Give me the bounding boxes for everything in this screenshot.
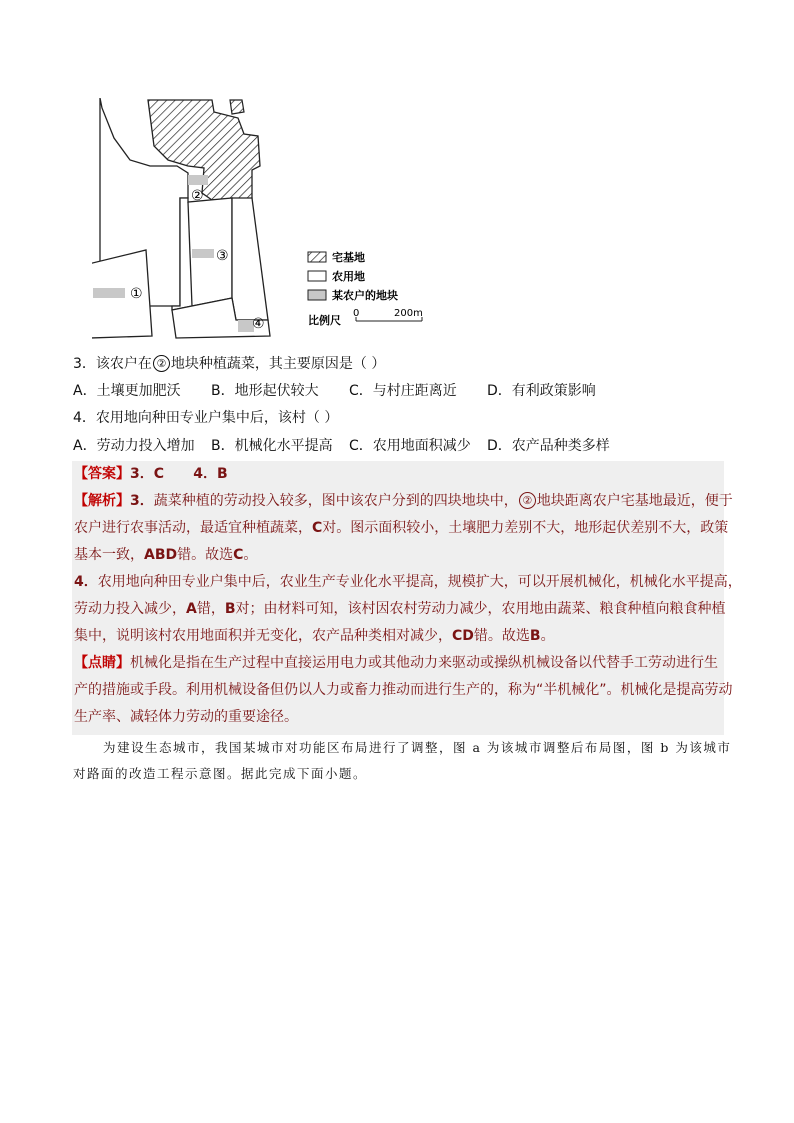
q3-option-d: D．有利政策影响 bbox=[487, 383, 596, 399]
tip-tag: 【点睛】 bbox=[74, 655, 130, 671]
q3-option-a: A．土壤更加肥沃 bbox=[73, 383, 181, 399]
intro-line-2: 对路面的改造工程示意图。据此完成下面小题。 bbox=[73, 766, 368, 781]
homestead-notch bbox=[230, 100, 244, 114]
answer-line bbox=[74, 464, 228, 484]
q3-option-c: C．与村庄距离近 bbox=[349, 383, 457, 399]
q4-option-a: A．劳动力投入增加 bbox=[73, 438, 195, 454]
answer-text: 3．C 4．B bbox=[130, 466, 228, 482]
analysis-line-3: 基本一致，ABD错。故选C。 bbox=[74, 547, 258, 563]
household-plot-2 bbox=[188, 175, 208, 185]
scale-label: 比例尺 bbox=[308, 314, 341, 327]
analysis-line-4: 4．农用地向种田专业户集中后，农业生产专业化水平提高，规模扩大，可以开展机械化，机械化水平提高， bbox=[74, 574, 742, 590]
analysis-tag: 【解析】 bbox=[74, 493, 130, 509]
q3-option-b: B．地形起伏较大 bbox=[211, 383, 319, 399]
analysis-line-5: 劳动力投入减少，A错，B对；由材料可知，该村因农村劳动力减少，农用地由蔬菜、粮食种植向粮食种植 bbox=[74, 601, 726, 617]
analysis-line-2: 农户进行农事活动，最适宜种植蔬菜，C对。图示面积较小，土壤肥力差别不大，地形起伏差别不大，政策 bbox=[74, 520, 729, 536]
legend-farmland-label: 农用地 bbox=[332, 270, 365, 283]
intro-line-1: 为建设生态城市，我国某城市对功能区布局进行了调整，图 a 为该城市调整后布局图，图 b 为该城市 bbox=[103, 740, 732, 755]
legend-household-label: 某农户的地块 bbox=[332, 289, 398, 302]
answer-analysis-block bbox=[72, 461, 742, 735]
plot-mark-2: ② bbox=[153, 355, 170, 372]
tip-line-3: 生产率、减轻体力劳动的重要途径。 bbox=[74, 709, 298, 725]
legend-homestead-swatch bbox=[308, 252, 326, 262]
q4-option-d: D．农产品种类多样 bbox=[487, 438, 610, 454]
right-plot bbox=[232, 198, 268, 320]
legend-household-swatch bbox=[308, 290, 326, 300]
q4-stem: 4．农用地向种田专业户集中后，该村（ ） bbox=[73, 410, 339, 426]
q4-option-c: C．农用地面积减少 bbox=[349, 438, 471, 454]
scale-distance: 200m bbox=[394, 308, 423, 319]
analysis-line-1: 【解析】3．蔬菜种植的劳动投入较多，图中该农户分到的四块地块中， ② 地块距离农户宅基地最近，便于 bbox=[74, 493, 733, 509]
legend-homestead-label: 宅基地 bbox=[332, 251, 365, 264]
household-plot-3 bbox=[192, 249, 214, 258]
scale-zero: 0 bbox=[353, 308, 360, 319]
tip-line-2: 产的措施或手段。利用机械设备但仍以人力或畜力推动而进行生产的，称为“半机械化”。机械化是提高劳动 bbox=[74, 682, 733, 698]
tip-line-1: 【点睛】机械化是指在生产过程中直接运用电力或其他动力来驱动或操纵机械设备以代替手工劳动进行生 bbox=[74, 655, 718, 671]
q3-stem: 3．该农户在 ② 地块种植蔬菜，其主要原因是（ ） bbox=[73, 356, 386, 372]
household-plot-1 bbox=[93, 288, 125, 298]
plot-label-3: ③ bbox=[216, 248, 229, 264]
q4-option-b: B．机械化水平提高 bbox=[211, 438, 333, 454]
answer-tag: 【答案】 bbox=[74, 466, 130, 482]
map-svg bbox=[92, 98, 442, 343]
plot-label-2: ② bbox=[191, 188, 204, 204]
plot-label-4: ④ bbox=[252, 316, 265, 332]
land-use-map bbox=[92, 98, 442, 343]
legend-farmland-swatch bbox=[308, 271, 326, 281]
plot-label-1: ① bbox=[130, 286, 143, 302]
analysis-line-6: 集中，说明该村农用地面积并无变化，农产品种类相对减少，CD错。故选B。 bbox=[74, 628, 555, 644]
